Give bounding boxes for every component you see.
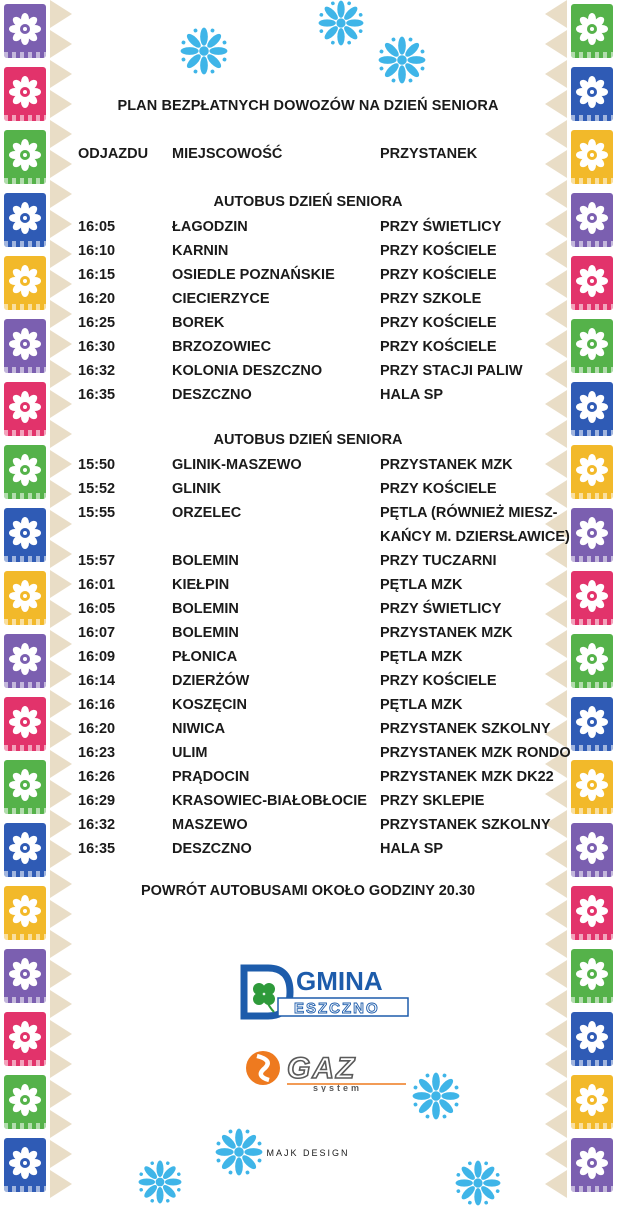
papel-picado-flower-icon	[9, 958, 41, 990]
papel-picado-flower-icon	[9, 895, 41, 927]
table-row	[78, 645, 538, 669]
papel-picado-flower-icon	[9, 1021, 41, 1053]
decorative-triangle	[545, 1170, 567, 1198]
section-title: AUTOBUS DZIEŃ SENIORA	[213, 194, 403, 210]
decorative-triangle	[50, 300, 72, 328]
locality: DESZCZNO	[172, 387, 252, 403]
decorative-triangle	[50, 210, 72, 238]
decorative-tile	[4, 508, 46, 562]
table-row	[78, 549, 538, 573]
decorative-triangle	[50, 1020, 72, 1048]
papel-picado-flower-icon	[576, 832, 608, 864]
papel-picado-flower-icon	[9, 265, 41, 297]
departure-time: 16:25	[78, 315, 116, 331]
table-row	[78, 287, 538, 311]
column-header-stop: PRZYSTANEK	[380, 146, 478, 162]
departure-time: 16:05	[78, 601, 116, 617]
decorative-tile	[571, 1138, 613, 1192]
papel-picado-flower-icon	[576, 895, 608, 927]
svg-text:GMINA: GMINA	[296, 966, 383, 996]
table-row	[78, 359, 538, 383]
departure-time: 16:14	[78, 673, 116, 689]
papel-picado-flower-icon	[9, 202, 41, 234]
table-row	[78, 597, 538, 621]
stop: PRZYSTANEK SZKOLNY	[380, 721, 551, 737]
decorative-triangle	[50, 0, 72, 28]
papel-picado-flower-icon	[576, 706, 608, 738]
table-row	[78, 813, 551, 837]
locality: KARNIN	[172, 243, 229, 259]
departure-time: 16:26	[78, 769, 116, 785]
decorative-triangle	[545, 1140, 567, 1168]
papel-picado-flower-icon	[9, 1084, 41, 1116]
decorative-triangle	[545, 420, 567, 448]
decorative-triangle	[50, 480, 72, 508]
papel-picado-flower-icon	[9, 139, 41, 171]
decorative-triangle	[50, 420, 72, 448]
papel-picado-flower-icon	[576, 202, 608, 234]
stop: PRZY KOŚCIELE	[380, 481, 497, 497]
decorative-tile	[4, 1075, 46, 1129]
papel-picado-flower-icon	[9, 832, 41, 864]
clover-icon	[253, 983, 275, 1012]
locality: BOLEMIN	[172, 625, 239, 641]
stop: PRZY STACJI PALIW	[380, 363, 523, 379]
table-row	[78, 239, 538, 263]
decorative-tile	[571, 1075, 613, 1129]
table-row	[78, 741, 571, 765]
table-row	[78, 621, 538, 645]
decorative-triangle	[50, 1080, 72, 1108]
decorative-tile	[4, 760, 46, 814]
papel-picado-flower-icon	[576, 454, 608, 486]
decorative-tile	[4, 1012, 46, 1066]
table-row	[78, 717, 551, 741]
departure-time: 16:09	[78, 649, 116, 665]
decorative-tile	[571, 1012, 613, 1066]
papel-picado-flower-icon	[576, 643, 608, 675]
papel-picado-flower-icon	[576, 580, 608, 612]
decorative-tile	[571, 4, 613, 58]
table-row	[78, 453, 538, 477]
stop: PĘTLA MZK	[380, 577, 463, 593]
decorative-triangle	[545, 930, 567, 958]
decorative-triangle	[50, 1110, 72, 1138]
stop: PRZYSTANEK MZK DK22	[380, 769, 554, 785]
decorative-triangle	[50, 60, 72, 88]
papel-picado-flower-icon	[9, 454, 41, 486]
locality: KIEŁPIN	[172, 577, 230, 593]
decorative-triangle	[545, 960, 567, 988]
departure-time: 16:35	[78, 841, 116, 857]
gmina-logo-graphic	[238, 962, 413, 1022]
locality: KOSZĘCIN	[172, 697, 247, 713]
svg-text:GAZ: GAZ	[287, 1052, 357, 1085]
decorative-triangle	[545, 990, 567, 1018]
decorative-tile	[4, 445, 46, 499]
decorative-triangle	[545, 1080, 567, 1108]
decorative-tile	[4, 823, 46, 877]
decorative-triangle	[50, 30, 72, 58]
stop: PRZY KOŚCIELE	[380, 315, 497, 331]
locality: NIWICA	[172, 721, 226, 737]
left-border-decoration	[0, 0, 50, 1200]
departure-time: 15:57	[78, 553, 116, 569]
departure-time: 16:35	[78, 387, 116, 403]
departure-time: 15:55	[78, 505, 116, 521]
stop: PRZY SZKOLE	[380, 291, 482, 307]
departure-time: 15:52	[78, 481, 116, 497]
decorative-tile	[4, 319, 46, 373]
departure-time: 16:10	[78, 243, 116, 259]
decorative-triangle	[50, 1140, 72, 1168]
stop: PRZYSTANEK SZKOLNY	[380, 817, 551, 833]
decorative-triangle	[50, 690, 72, 718]
locality: BOREK	[172, 315, 225, 331]
decorative-triangle	[50, 390, 72, 418]
papel-picado-flower-icon	[9, 328, 41, 360]
locality: GLINIK-MASZEWO	[172, 457, 302, 473]
papel-picado-flower-icon	[576, 13, 608, 45]
decorative-triangle	[50, 660, 72, 688]
decorative-triangle	[50, 570, 72, 598]
stop: PRZY KOŚCIELE	[380, 267, 497, 283]
stop: PĘTLA MZK	[380, 697, 463, 713]
departure-time: 16:05	[78, 219, 116, 235]
table-row	[78, 837, 538, 861]
departure-time: 16:23	[78, 745, 116, 761]
locality: DESZCZNO	[172, 841, 252, 857]
locality: ULIM	[172, 745, 208, 761]
table-row	[78, 215, 538, 239]
departure-time: 16:32	[78, 817, 116, 833]
stop: PRZY KOŚCIELE	[380, 673, 497, 689]
decorative-triangle	[50, 1050, 72, 1078]
decorative-triangle	[50, 960, 72, 988]
locality: CIECIERZYCE	[172, 291, 270, 307]
papel-picado-flower-icon	[576, 139, 608, 171]
papel-picado-flower-icon	[9, 643, 41, 675]
table-row	[78, 765, 554, 789]
papel-picado-flower-icon	[576, 1084, 608, 1116]
departure-time: 16:15	[78, 267, 116, 283]
gaz-logo-graphic	[241, 1048, 413, 1092]
decorative-triangle	[50, 120, 72, 148]
papel-picado-flower-icon	[576, 391, 608, 423]
table-row	[78, 573, 538, 597]
schedule-content	[78, 0, 571, 1200]
gaz-system-logo	[241, 1048, 413, 1092]
stop: PRZY TUCZARNI	[380, 553, 497, 569]
papel-picado-flower-icon	[576, 1147, 608, 1179]
decorative-triangle	[545, 30, 567, 58]
stop: PRZYSTANEK MZK RONDO	[380, 745, 571, 761]
table-row	[78, 501, 570, 545]
papel-picado-flower-icon	[576, 1021, 608, 1053]
table-row	[78, 311, 538, 335]
decorative-triangle	[545, 180, 567, 208]
decorative-triangle	[545, 1110, 567, 1138]
decorative-triangle	[50, 900, 72, 928]
stop: PĘTLA (RÓWNIEŻ MIESZ- KAŃCY M. DZIERSŁAWICE)	[380, 505, 570, 545]
locality: BOLEMIN	[172, 553, 239, 569]
locality: PŁONICA	[172, 649, 238, 665]
stop: PRZY KOŚCIELE	[380, 243, 497, 259]
designer-credit: MAJK DESIGN	[266, 1148, 350, 1158]
decorative-tile	[571, 949, 613, 1003]
papel-picado-flower-icon	[576, 769, 608, 801]
stop: PRZY SKLEPIE	[380, 793, 485, 809]
locality: ORZELEC	[172, 505, 242, 521]
column-header-locality: MIEJSCOWOŚĆ	[172, 146, 283, 162]
decorative-tile	[4, 1138, 46, 1192]
left-triangle-strip	[50, 0, 78, 1200]
decorative-triangle	[50, 90, 72, 118]
decorative-tile	[4, 67, 46, 121]
decorative-triangle	[50, 990, 72, 1018]
papel-picado-flower-icon	[9, 1147, 41, 1179]
departure-time: 16:20	[78, 291, 116, 307]
stop: PRZYSTANEK MZK	[380, 457, 513, 473]
papel-picado-flower-icon	[9, 76, 41, 108]
papel-picado-flower-icon	[576, 76, 608, 108]
locality: ŁAGODZIN	[172, 219, 248, 235]
decorative-tile	[4, 634, 46, 688]
papel-picado-flower-icon	[576, 958, 608, 990]
decorative-tile	[4, 256, 46, 310]
decorative-triangle	[50, 540, 72, 568]
table-row	[78, 789, 538, 813]
papel-picado-flower-icon	[9, 391, 41, 423]
decorative-triangle	[545, 120, 567, 148]
papel-picado-flower-icon	[576, 265, 608, 297]
papel-picado-flower-icon	[576, 517, 608, 549]
decorative-triangle	[545, 1050, 567, 1078]
decorative-triangle	[50, 270, 72, 298]
decorative-triangle	[50, 930, 72, 958]
locality: OSIEDLE POZNAŃSKIE	[172, 267, 335, 283]
svg-text:ESZCZNO: ESZCZNO	[294, 1000, 380, 1017]
locality: MASZEWO	[172, 817, 248, 833]
decorative-triangle	[545, 870, 567, 898]
stop: HALA SP	[380, 387, 444, 403]
decorative-triangle	[50, 750, 72, 778]
decorative-tile	[4, 193, 46, 247]
decorative-triangle	[50, 810, 72, 838]
locality: KOLONIA DESZCZNO	[172, 363, 323, 379]
departure-time: 16:16	[78, 697, 116, 713]
decorative-triangle	[50, 150, 72, 178]
stop: PRZYSTANEK MZK	[380, 625, 513, 641]
departure-time: 16:01	[78, 577, 116, 593]
decorative-triangle	[50, 840, 72, 868]
locality: KRASOWIEC-BIAŁOBŁOCIE	[172, 793, 367, 809]
table-row	[78, 335, 538, 359]
decorative-tile	[4, 382, 46, 436]
papel-picado-flower-icon	[9, 706, 41, 738]
decorative-triangle	[50, 330, 72, 358]
stop: PRZY ŚWIETLICY	[380, 601, 502, 617]
departure-time: 16:20	[78, 721, 116, 737]
decorative-triangle	[545, 0, 567, 28]
decorative-tile	[571, 886, 613, 940]
departure-time: 16:29	[78, 793, 116, 809]
stop: PRZY KOŚCIELE	[380, 339, 497, 355]
decorative-tile	[571, 67, 613, 121]
return-note: POWRÓT AUTOBUSAMI OKOŁO GODZINY 20.30	[140, 883, 476, 899]
departure-time: 16:30	[78, 339, 116, 355]
svg-text:system: system	[313, 1083, 363, 1092]
decorative-tile	[4, 130, 46, 184]
locality: BOLEMIN	[172, 601, 239, 617]
table-row	[78, 669, 538, 693]
section-title: AUTOBUS DZIEŃ SENIORA	[213, 432, 403, 448]
decorative-triangle	[545, 60, 567, 88]
decorative-triangle	[545, 90, 567, 118]
papel-picado-flower-icon	[9, 769, 41, 801]
decorative-triangle	[50, 360, 72, 388]
decorative-triangle	[50, 630, 72, 658]
decorative-tile	[4, 949, 46, 1003]
decorative-triangle	[50, 510, 72, 538]
papel-picado-flower-icon	[9, 13, 41, 45]
departure-time: 15:50	[78, 457, 116, 473]
locality: BRZOZOWIEC	[172, 339, 272, 355]
decorative-triangle	[50, 450, 72, 478]
decorative-tile	[4, 697, 46, 751]
table-row	[78, 263, 538, 287]
decorative-triangle	[545, 900, 567, 928]
page-title: PLAN BEZPŁATNYCH DOWOZÓW NA DZIEŃ SENIORA	[117, 98, 499, 114]
gmina-deszczno-logo	[238, 962, 413, 1022]
papel-picado-flower-icon	[9, 580, 41, 612]
table-header	[78, 146, 538, 166]
departure-time: 16:07	[78, 625, 116, 641]
decorative-triangle	[50, 180, 72, 208]
stop: PRZY ŚWIETLICY	[380, 219, 502, 235]
decorative-triangle	[545, 1020, 567, 1048]
table-row	[78, 383, 538, 407]
column-header-departure: ODJAZDU	[78, 146, 149, 162]
locality: PRĄDOCIN	[172, 769, 250, 785]
departure-time: 16:32	[78, 363, 116, 379]
table-row	[78, 693, 538, 717]
decorative-tile	[4, 4, 46, 58]
stop: PĘTLA MZK	[380, 649, 463, 665]
decorative-triangle	[50, 720, 72, 748]
decorative-triangle	[50, 600, 72, 628]
locality: DZIERŻÓW	[172, 673, 250, 689]
gaz-flame-icon	[246, 1051, 280, 1085]
locality: GLINIK	[172, 481, 222, 497]
decorative-triangle	[50, 240, 72, 268]
decorative-triangle	[50, 780, 72, 808]
decorative-triangle	[50, 1170, 72, 1198]
decorative-tile	[4, 571, 46, 625]
stop: HALA SP	[380, 841, 444, 857]
decorative-triangle	[50, 870, 72, 898]
decorative-tile	[4, 886, 46, 940]
papel-picado-flower-icon	[9, 517, 41, 549]
papel-picado-flower-icon	[576, 328, 608, 360]
table-row	[78, 477, 538, 501]
